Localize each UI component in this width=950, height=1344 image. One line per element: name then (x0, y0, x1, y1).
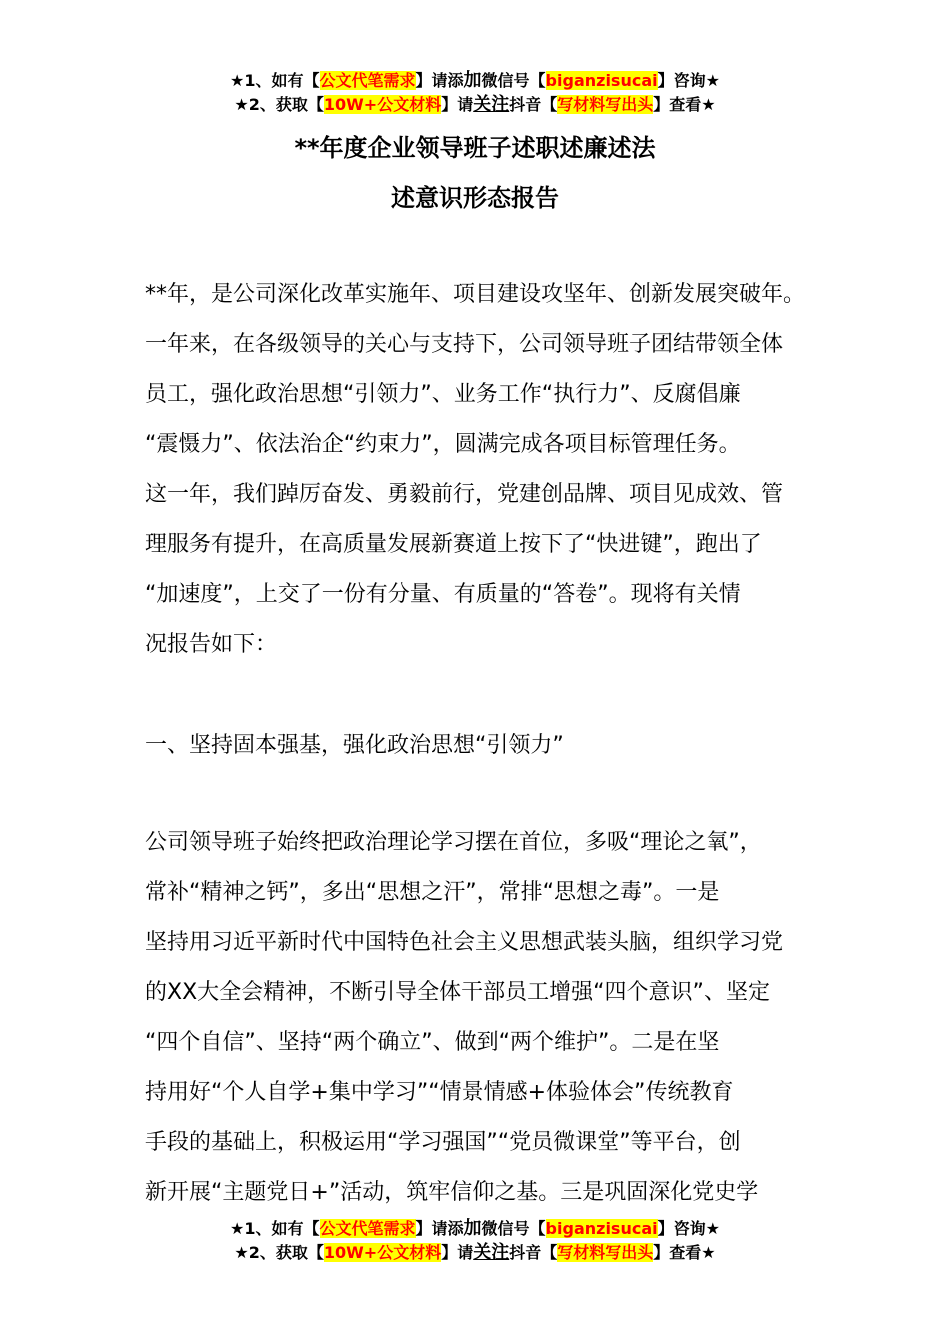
paragraph-line: 的XX大全会精神，不断引导全体干部员工增强“四个意识”、坚定 (145, 980, 770, 1005)
paragraph-line: “加速度”，上交了一份有分量、有质量的“答卷”。现将有关情 (145, 582, 741, 607)
promo-text: 关注 (473, 1242, 510, 1263)
document-title-line-1: **年度企业领导班子述职述廉述法 (294, 134, 656, 162)
promo-banner-bottom (0, 1218, 950, 1266)
promo-highlight: 10W+公文材料 (323, 95, 442, 114)
promo-highlight: 公文代笔需求 (319, 1219, 416, 1238)
paragraph-line: **年，是公司深化改革实施年、项目建设攻坚年、创新发展突破年。 (145, 282, 806, 307)
promo-wechat-id: biganzisucai (545, 1219, 658, 1238)
promo-text: 微信号【 (481, 71, 546, 90)
promo-text: 关注 (473, 94, 510, 115)
paragraph-line: 一年来，在各级领导的关心与支持下，公司领导班子团结带领全体 (145, 332, 784, 357)
promo-line-2 (0, 94, 950, 118)
promo-text: 抖音【 (509, 1243, 558, 1262)
paragraph-line: 这一年，我们踔厉奋发、勇毅前行，党建创品牌、项目见成效、管 (145, 482, 784, 507)
promo-text: 】请添 (415, 71, 464, 90)
promo-text: 微信号【 (481, 1219, 546, 1238)
promo-line-2 (0, 1242, 950, 1266)
paragraph-line: 常补“精神之钙”，多出“思想之汗”，常排“思想之毒”。一是 (145, 880, 720, 905)
paragraph-line: 公司领导班子始终把政治理论学习摆在首位，多吸“理论之氧”， (145, 830, 762, 855)
promo-highlight: 10W+公文材料 (323, 1243, 442, 1262)
promo-line-1 (0, 1218, 950, 1242)
promo-wechat-id: biganzisucai (545, 71, 658, 90)
paragraph-line: 理服务有提升，在高质量发展新赛道上按下了“快进键”，跑出了 (145, 532, 762, 557)
promo-banner-top (0, 70, 950, 118)
promo-highlight: 公文代笔需求 (319, 71, 416, 90)
promo-douyin-id: 写材料写出头 (557, 95, 654, 114)
section-heading-1: 一、坚持固本强基，强化政治思想“引领力” (145, 733, 564, 758)
promo-text: 加 (463, 70, 482, 91)
paragraph-line: 持用好“个人自学+集中学习”“情景情感+体验体会”传统教育 (145, 1080, 734, 1105)
promo-text: 加 (463, 1218, 482, 1239)
intro-paragraph (145, 270, 825, 670)
document-title-line-2: 述意识形态报告 (391, 184, 559, 212)
promo-douyin-id: 写材料写出头 (557, 1243, 654, 1262)
paragraph-line: “四个自信”、坚持“两个确立”、做到“两个维护”。二是在坚 (145, 1030, 720, 1055)
section-1-paragraph (145, 818, 825, 1218)
promo-text: 抖音【 (509, 95, 558, 114)
paragraph-line: 况报告如下： (145, 632, 278, 657)
promo-text: ★2、获取【 (234, 1243, 324, 1262)
promo-text: 】咨询★ (657, 71, 720, 90)
paragraph-line: “震慑力”、依法治企“约束力”，圆满完成各项目标管理任务。 (145, 432, 741, 457)
promo-text: 】咨询★ (657, 1219, 720, 1238)
promo-text: ★1、如有【 (230, 71, 320, 90)
paragraph-line: 新开展“主题党日+”活动，筑牢信仰之基。三是巩固深化党史学 (145, 1180, 759, 1205)
promo-text: 】查看★ (653, 95, 716, 114)
promo-line-1 (0, 70, 950, 94)
paragraph-line: 员工，强化政治思想“引领力”、业务工作“执行力”、反腐倡廉 (145, 382, 741, 407)
promo-text: 】请 (441, 1243, 474, 1262)
promo-text: 】查看★ (653, 1243, 716, 1262)
promo-text: 】请 (441, 95, 474, 114)
promo-text: ★1、如有【 (230, 1219, 320, 1238)
promo-text: ★2、获取【 (234, 95, 324, 114)
promo-text: 】请添 (415, 1219, 464, 1238)
paragraph-line: 坚持用习近平新时代中国特色社会主义思想武装头脑，组织学习党 (145, 930, 784, 955)
paragraph-line: 手段的基础上，积极运用“学习强国”“党员微课堂”等平台，创 (145, 1130, 741, 1155)
